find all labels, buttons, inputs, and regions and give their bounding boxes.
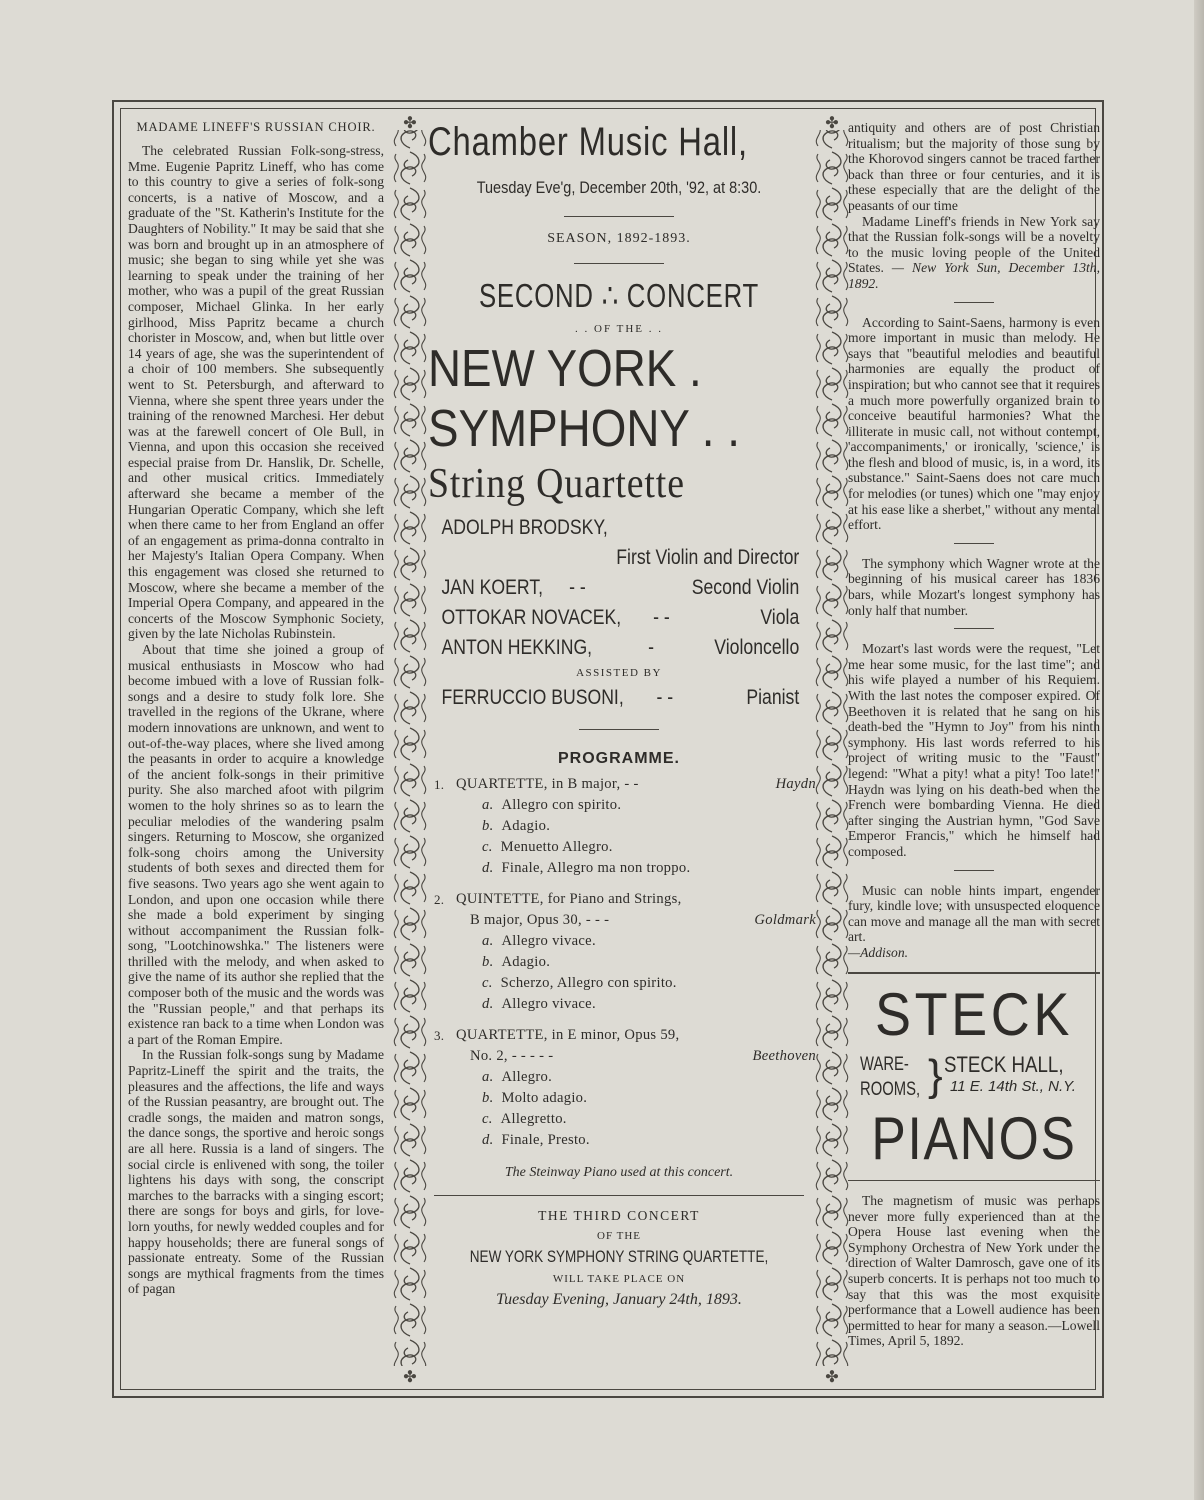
steck-advertisement bbox=[848, 972, 1100, 1349]
ensemble-name-line1: NEW YORK . bbox=[428, 340, 702, 398]
right-paragraph: According to Saint-Saens, harmony is even more important in music than melody. He says that "beautiful melodies and beautiful harmonies are equally the product of inspiration; but who cannot see that it requires a much more powerfully organized brain to conceive beautiful harmonies? What the illiterate in music call, not without contempt, 'accompaniments,' or ironically, 'science,' is the flesh and blood of music, is, in a word, its substance." Saint-Saens does not care much for melodies (or tunes) which one "may enjoy at his ease like a sherbet," without any mental effort. bbox=[848, 314, 1100, 533]
of-the-label: . . OF THE . . bbox=[575, 323, 663, 335]
left-column bbox=[128, 120, 384, 1297]
ensemble-name-line2: SYMPHONY . . bbox=[428, 400, 740, 458]
advert-rule bbox=[848, 1180, 1100, 1181]
programme-text: a. Allegro vivace. bbox=[482, 933, 596, 949]
source-citation: —Addison. bbox=[848, 944, 909, 960]
programme-item bbox=[428, 1067, 810, 1088]
right-paragraph: Madame Lineff's friends in New York say that the Russian folk-songs will be a novelty to the music loving people of the United States. — New York Sun, December 13th, 1892. bbox=[848, 213, 1101, 291]
programme-number: 2. bbox=[434, 892, 445, 907]
programme-item bbox=[428, 816, 810, 837]
article-paragraph: The celebrated Russian Folk-song-stress, Mme. Eugenie Papritz Lineff, who has come to this country to give a series of folk-song concerts, is a native of Moscow, and a graduate of the "St. Katherin's Institute for the Daughters of Nobility." It may be said that she was born and brought up in an atmosphere of music; she began to sing while yet she was learning to speak under the training of her mother, who was a pupil of the great Russian composer, Michael Glinka. In her early girlhood, Miss Papritz became a church chorister in Moscow, and, when but little over 14 years of age, she was the superintendent of a choir of 100 members. She subsequently went to St. Petersburgh, and afterward to Vienna, where she spent three years under the training of the renowned Marchesi. Her debut was at the farewell concert of Ole Bull, in Vienna, and upon this occasion she received especial praise from Dr. Hanslik, Dr. Schelle, and other musical critics. Immediately afterward she became a member of the Hungarian Operatic Company, which she left when there came to her from England an offer of an engagement as prima-donna contralto in her Majesty's Italian Opera Company. When this engagement was closed she returned to Moscow, where she became a member of the Imperial Opera Company, and appeared in the concerts of the Moscow Symphonic Society, given by the late Nicholas Rubinstein. bbox=[128, 143, 384, 642]
performer-row: OTTOKAR NOVACEK, - - Viola bbox=[441, 606, 800, 629]
svg-text:✤: ✤ bbox=[825, 1369, 839, 1386]
concert-programme bbox=[428, 120, 816, 1309]
programme-text: b. Adagio. bbox=[482, 818, 551, 834]
steinway-note: The Steinway Piano used at this concert. bbox=[504, 1165, 734, 1180]
third-concert-date: Tuesday Evening, January 24th, 1893. bbox=[496, 1291, 742, 1308]
programme-text: c. Scherzo, Allegro con spirito. bbox=[482, 975, 677, 991]
programme-item bbox=[428, 1109, 810, 1130]
programme-item bbox=[428, 774, 816, 795]
brace-icon: } bbox=[928, 1051, 943, 1100]
programme-text: QUINTETTE, for Piano and Strings, bbox=[456, 891, 682, 907]
right-paragraph: Music can noble hints impart, engender fury, kindle love; with unsuspected eloquence can move and manage all the man with secret art. —Addison. bbox=[848, 882, 1100, 960]
performer-row: ADOLPH BRODSKY, bbox=[441, 516, 608, 539]
programme-text: a. Allegro. bbox=[482, 1069, 553, 1085]
programme-text: c. Menuetto Allegro. bbox=[482, 839, 613, 855]
programme-composer: Goldmark bbox=[754, 912, 816, 928]
programme-text: QUARTETTE, in E minor, Opus 59, bbox=[456, 1027, 680, 1043]
divider bbox=[434, 1195, 804, 1196]
programme-item bbox=[428, 837, 810, 858]
third-concert-ensemble: NEW YORK SYMPHONY STRING QUARTETTE, bbox=[469, 1248, 769, 1266]
programme-text: d. Allegro vivace. bbox=[482, 996, 596, 1012]
programme-item bbox=[428, 889, 810, 910]
programme-item bbox=[428, 795, 810, 816]
svg-text:✤: ✤ bbox=[403, 115, 417, 132]
performer-row: First Violin and Director bbox=[616, 546, 800, 569]
warerooms-label: WARE- ROOMS, bbox=[860, 1054, 921, 1100]
venue-title: Chamber Music Hall, bbox=[428, 120, 748, 164]
season-label: SEASON, 1892-1893. bbox=[547, 231, 691, 246]
article-paragraph: In the Russian folk-songs sung by Madame Papritz-Lineff the spirit and the traits, the pleasures and the affections, the life and ways of the Russian peasantry, are brought out. The cradle songs, the maiden and matron songs, the dance songs, the sportive and heroic songs are all here. Russia is a land of singers. The social circle is enlivened with song, the toiler lightens his days with song, the conscript marches to the barracks with a singing escort; there are songs for boys and girls, for love-lorn youths, for newly wedded couples and for happy households; there are funeral songs of passionate entreaty. Some of the Russian songs are mythical fragments from the times of pagan bbox=[128, 1047, 384, 1297]
programme-text: B major, Opus 30, - - - bbox=[470, 912, 610, 928]
pianist-row: FERRUCCIO BUSONI, - - Pianist bbox=[441, 686, 800, 709]
steck-brand: STECK bbox=[874, 981, 1074, 1048]
page-fold bbox=[1194, 0, 1204, 1500]
programme-list bbox=[428, 774, 816, 1151]
right-paragraph: Mozart's last words were the request, "Let me hear some music, for the last time"; and his wife played a number of his Requiem. With the last notes the composer expired. Of Beethoven it is related that he sang on his death-bed the "Hymn to Joy" from his ninth symphony. His last words referred to his project of writing music to the "Faust" legend: "What a pity! what a pity! Too late!" Haydn was lying on his death-bed when the French were bombarding Vienna. He died after singing the Austrian hymn, "God Save Emperor Francis," which he himself had composed. bbox=[848, 641, 1100, 859]
programme-text: a. Allegro con spirito. bbox=[482, 797, 622, 813]
article-heading: MADAME LINEFF'S RUSSIAN CHOIR. bbox=[136, 120, 376, 134]
programme-text: b. Molto adagio. bbox=[482, 1090, 588, 1106]
programme-item bbox=[428, 973, 810, 994]
programme-text: c. Allegretto. bbox=[482, 1111, 567, 1127]
steck-hall: STECK HALL, bbox=[944, 1052, 1064, 1077]
divider bbox=[579, 729, 659, 730]
warerooms-row bbox=[848, 1050, 1100, 1104]
performer-list bbox=[428, 513, 810, 663]
programme-item bbox=[428, 858, 810, 879]
programme-text: b. Adagio. bbox=[482, 954, 551, 970]
ornamental-border-right bbox=[812, 114, 852, 1386]
divider bbox=[564, 216, 674, 217]
third-concert-will: WILL TAKE PLACE ON bbox=[552, 1273, 686, 1285]
source-citation: — New York Sun, December 13th, 1892. bbox=[848, 260, 1101, 291]
divider bbox=[954, 870, 994, 871]
concert-date: Tuesday Eve'g, December 20th, '92, at 8:30. bbox=[476, 178, 762, 197]
divider bbox=[954, 628, 994, 629]
programme-composer: Haydn bbox=[775, 776, 816, 792]
programme-item bbox=[428, 952, 810, 973]
programme-item bbox=[428, 1025, 810, 1046]
programme-text: QUARTETTE, in B major, - - bbox=[456, 776, 639, 792]
programme-item bbox=[428, 994, 810, 1015]
third-concert-of-the: OF THE bbox=[597, 1230, 641, 1242]
right-paragraph: antiquity and others are of post Christian ritualism; but the majority of those sung by the Khorovod singers cannot be traced farther back than three or four centuries, and it is these especially that are the delight of the peasants of our time bbox=[848, 120, 1100, 213]
programme-text: No. 2, - - - - - bbox=[470, 1048, 554, 1064]
programme-item bbox=[428, 1130, 810, 1151]
pianos-label: PIANOS bbox=[871, 1105, 1077, 1172]
article-paragraph: About that time she joined a group of musical enthusiasts in Moscow who had become imbued with a love of Russian folk-songs and a desire to study folk lore. She travelled in the regions of the Ukrane, where modern innovations are unknown, and went to out-of-the-way places, where she lived among the peasants in order to acquire a knowledge of the ancient folk-songs in their primitive purity. She also marched afoot with pilgrim women to the holy shrines so as to learn the peculiar melodies of the wandering psalm singers. Returning to Moscow, she organized folk-song choirs among the University students of both sexes and directed them for five seasons. Two years ago she went again to London, and upon one occasion while there she made a bold experiment by singing without accompaniment the Russian folk-song, "Lootchinowshka." The listeners were thrilled with the melody, and when asked to give the name of its author she replied that the composer both of the music and the words was the "Russian people," and that perhaps its existence ran back to a time when London was a part of the Roman Empire. bbox=[128, 642, 384, 1047]
programme-item bbox=[428, 910, 816, 931]
programme-title: PROGRAMME. bbox=[558, 750, 680, 767]
svg-text:✤: ✤ bbox=[403, 1369, 417, 1386]
programme-text: d. Finale, Allegro ma non troppo. bbox=[482, 860, 691, 876]
steck-address: 11 E. 14th St., N.Y. bbox=[950, 1078, 1076, 1095]
concert-number: SECOND ∴ CONCERT bbox=[478, 277, 760, 314]
performer-row: JAN KOERT, - - Second Violin bbox=[441, 576, 800, 599]
right-column bbox=[848, 120, 1100, 961]
lowell-notice: The magnetism of music was perhaps never more fully experienced than at the Opera House last evening when the Symphony Orchestra of New York under the direction of Walter Damrosch, gave one of its superb concerts. It is perhaps not too much to say that this was the most exquisite performance that a Lowell audience has been permitted to hear for many a season.—Lowell Times, April 5, 1892. bbox=[848, 1193, 1100, 1349]
programme-item bbox=[428, 1088, 810, 1109]
programme-item bbox=[428, 1046, 816, 1067]
programme-number: 1. bbox=[434, 777, 445, 792]
programme-item bbox=[428, 931, 810, 952]
programme-composer: Beethoven bbox=[752, 1048, 816, 1064]
advert-rule bbox=[848, 972, 1100, 974]
divider bbox=[954, 302, 994, 303]
svg-text:✤: ✤ bbox=[825, 115, 839, 132]
ornamental-border-left bbox=[390, 114, 430, 1386]
programme-text: d. Finale, Presto. bbox=[482, 1132, 590, 1148]
assisted-by-label: ASSISTED BY bbox=[576, 667, 662, 679]
divider bbox=[574, 263, 664, 264]
right-paragraph: The symphony which Wagner wrote at the beginning of his musical career has 1836 bars, while Mozart's longest symphony has only half that number. bbox=[848, 555, 1100, 618]
divider bbox=[954, 543, 994, 544]
programme-number: 3. bbox=[434, 1028, 445, 1043]
third-concert-title: THE THIRD CONCERT bbox=[538, 1208, 700, 1223]
performer-row: ANTON HEKKING, - Violoncello bbox=[441, 636, 800, 659]
ensemble-name-line3: String Quartette bbox=[428, 461, 685, 507]
